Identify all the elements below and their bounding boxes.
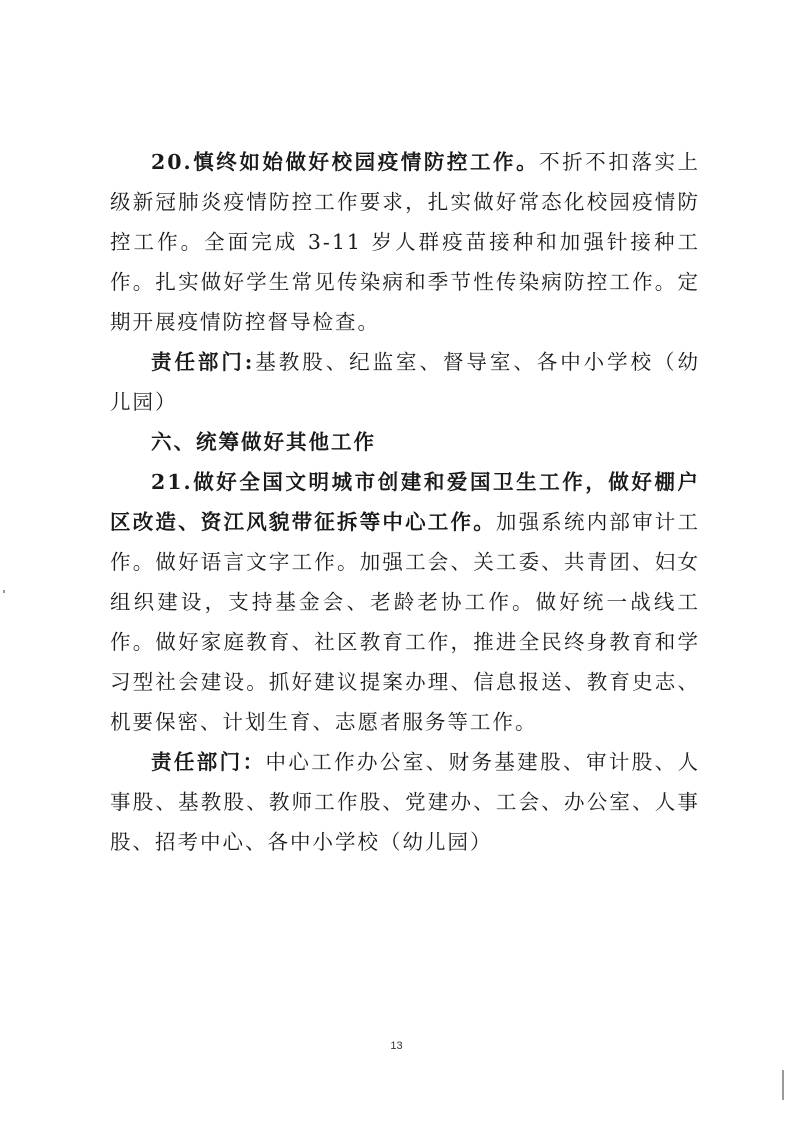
item-21-lead: 21.做好全国文明城市创建和爱国卫生工作，做好棚户区改造、资江风貌带征拆等中心工作。 — [110, 470, 700, 534]
page-number: 13 — [390, 1040, 403, 1052]
item-21-body: 加强系统内部审计工作。做好语言文字工作。加强工会、关工委、共青团、妇女组织建设，支持基金会、老龄老协工作。做好统一战线工作。做好家庭教育、社区教育工作，推进全民终身教育和学习型社会建设。抓好建议提案办理、信息报送、教育史志、机要保密、计划生育、志愿者服务等工作。 — [110, 510, 701, 734]
item-21-responsibility-body: 中心工作办公室、财务基建股、审计股、人事股、基教股、教师工作股、党建办、工会、办公室、人事股、招考中心、各中小学校（幼儿园） — [110, 750, 701, 854]
section-6-heading: 六、统筹做好其他工作 — [151, 430, 376, 454]
item-20-lead: 20.慎终如始做好校园疫情防控工作。 — [151, 150, 540, 174]
scan-edge-mark-left — [3, 590, 5, 593]
item-20-body: 不折不扣落实上级新冠肺炎疫情防控工作要求，扎实做好常态化校园疫情防控工作。全面完成 3-11 岁人群疫苗接种和加强针接种工作。扎实做好学生常见传染病和季节性传染病防控工作。定期开展疫情防控督导检查。 — [110, 150, 701, 334]
item-21-responsibility-lead: 责任部门： — [151, 750, 266, 774]
scan-edge-mark-right — [782, 1070, 784, 1100]
item-20-paragraph — [110, 142, 700, 342]
item-21-responsibility — [110, 742, 700, 862]
document-body — [110, 142, 700, 862]
item-20-responsibility — [110, 342, 700, 422]
item-20-responsibility-body: 基教股、纪监室、督导室、各中小学校（幼儿园） — [110, 350, 700, 414]
item-21-paragraph — [110, 462, 700, 742]
item-20-responsibility-lead: 责任部门: — [151, 350, 255, 374]
